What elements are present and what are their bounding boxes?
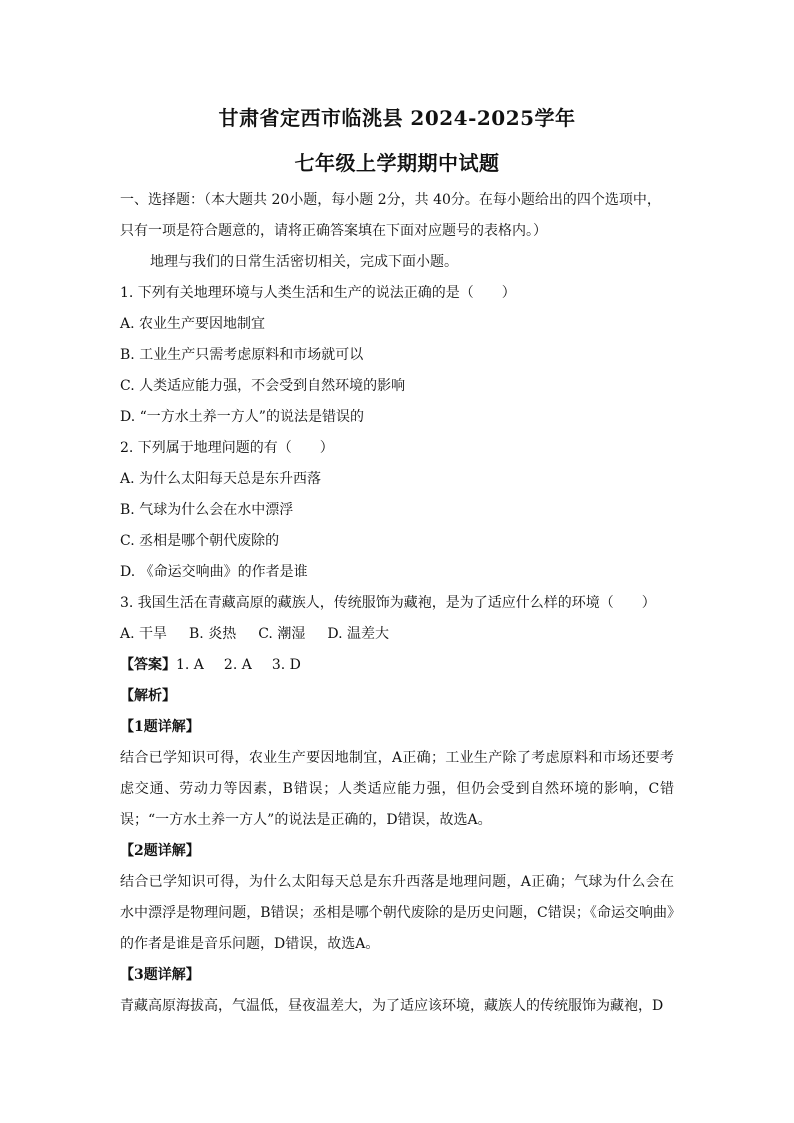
intro-text: 地理与我们的日常生活密切相关，完成下面小题。 [150,254,458,270]
detail-1-text: 结合已学知识可得，农业生产要因地制宜，A正确；工业生产除了考虑原料和市场还要考虑交通、劳动力等因素，B错误；人类适应能力强，但仍会受到自然环境的影响，C错误；“一方水土养一方人”的说法是正确的，D错误，故选A。 [120,750,674,828]
question-2-option-c: C. 丞相是哪个朝代废除的 [120,533,280,549]
analysis-label: 【解析】 [120,688,176,704]
question-3-stem: 3. 我国生活在青藏高原的藏族人，传统服饰为藏袍，是为了适应什么样的环境（ ） [120,595,656,611]
detail-1-label: 【1题详解】 [120,719,200,735]
question-3-option-c: C. 潮湿 [258,626,306,642]
question-2-stem: 2. 下列属于地理问题的有（ ） [120,440,334,456]
question-1-option-d: D. “一方水土养一方人”的说法是错误的 [120,409,364,425]
question-2-option-b: B. 气球为什么会在水中漂浮 [120,502,294,518]
question-3-option-b: B. 炎热 [189,626,237,642]
title-line-2: 七年级上学期期中试题 [294,151,500,175]
section-heading-line-2: 只有一项是符合题意的，请将正确答案填在下面对应题号的表格内。） [120,223,547,239]
question-2-option-a: A. 为什么太阳每天总是东升西落 [120,471,322,487]
section-heading-line-1: 一、选择题：（本大题共 20小题，每小题 2分，共 40分。在每小题给出的四个选项中， [120,192,661,208]
question-3-option-d: D. 温差大 [327,626,389,642]
detail-2-text: 结合已学知识可得，为什么太阳每天总是东升西落是地理问题，A正确；气球为什么会在水中漂浮是物理问题，B错误；丞相是哪个朝代废除的是历史问题，C错误；《命运交响曲》的作者是谁是音乐问题，D错误，故选A。 [120,874,674,952]
detail-3-label: 【3题详解】 [120,967,200,983]
answer-1: 1. A [176,657,204,673]
answer-label: 【答案】 [120,657,176,673]
answer-2: 2. A [223,657,252,673]
question-1-option-b: B. 工业生产只需考虑原料和市场就可以 [120,347,364,363]
question-3-option-a: A. 干旱 [120,626,168,642]
detail-2-label: 【2题详解】 [120,843,200,859]
question-1-stem: 1. 下列有关地理环境与人类生活和生产的说法正确的是（ ） [120,285,516,301]
answer-3: 3. D [271,657,301,673]
question-2-option-d: D. 《命运交响曲》的作者是谁 [120,564,308,580]
detail-3-text: 青藏高原海拔高，气温低，昼夜温差大，为了适应该环境，藏族人的传统服饰为藏袍，D [120,998,664,1014]
question-1-option-c: C. 人类适应能力强，不会受到自然环境的影响 [120,378,406,394]
question-1-option-a: A. 农业生产要因地制宜 [120,316,266,332]
answer-line [120,650,674,681]
question-3-options [120,619,674,650]
title-line-1: 甘肃省定西市临洮县 2024-2025学年 [218,106,576,130]
